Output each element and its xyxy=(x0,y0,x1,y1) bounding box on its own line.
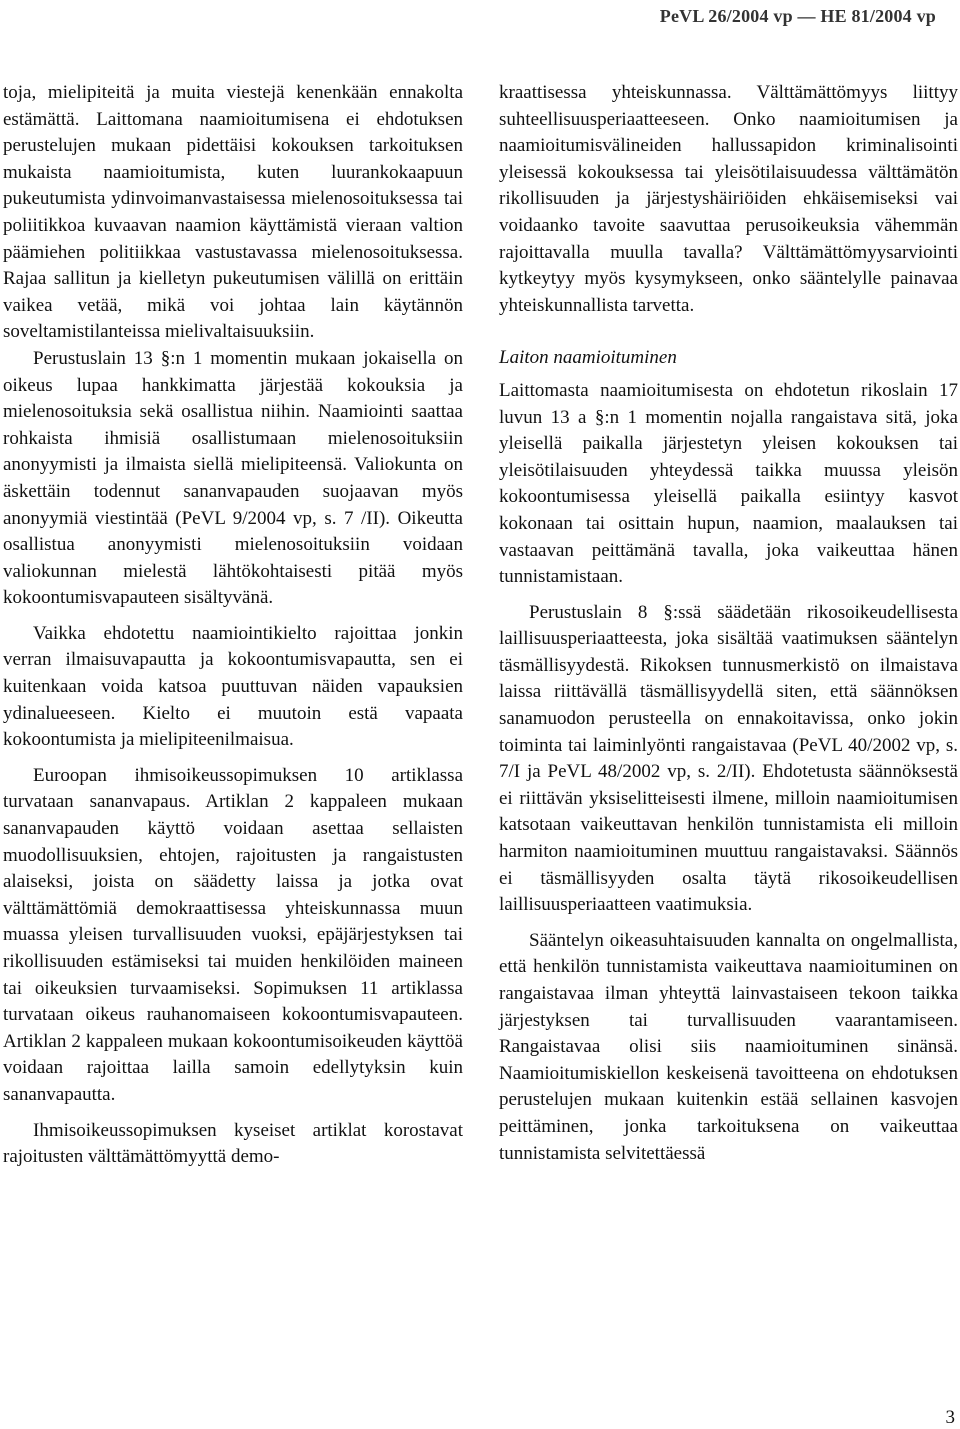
paragraph: Sääntelyn oikeasuhtaisuuden kannalta on ongelmallista, että henkilön tunnistamista vaikeuttava naamioituminen on rangaistavaa ilman yhteyttä lainvastaiseen tekoon taikka järjestyksen tai turvallisuuden vaarantamiseen. Rangaistavaa olisi siis naamioituminen sinänsä. Naamioitumiskiellon keskeisenä tavoitteena on ehdotuksen perustelujen mukaan kuitenkin estää sellainen kasvojen peittäminen, jonka tarkoituksena on vaikeuttaa tunnistamista selvitettäessä xyxy=(499,929,958,1164)
paragraph: Laittomasta naamioitumisesta on ehdotetun rikoslain 17 luvun 13 a §:n 1 momentin nojalla rangaistava sitä, joka yleisellä paikalla järjestetyn yleisen kokouksen tai yleisötilaisuuden yhteydessä taikka muussa yleisön kokoontumisessa yleisellä paikalla esiintyy kasvot kokonaan tai osittain hupun, naamion, maalauksen tai vastaavan peittämänä tavalla, joka vaikeuttaa hänen tunnistamistaan. xyxy=(499,379,958,588)
paragraph: Ihmisoikeussopimuksen kyseiset artiklat korostavat rajoitusten välttämättömyyttä demo- xyxy=(3,1119,463,1168)
paragraph: Perustuslain 13 §:n 1 momentin mukaan jokaisella on oikeus lupaa hankkimatta järjestää kokouksia ja mielenosoituksia sekä osallistua niihin. Naamiointi saattaa rohkaista ihmisiä osallistumaan mielenosoituksiin anonyymisti ja ilmaista siellä mielipiteensä. Valiokunta on äskettäin todennut sananvapauden suojaavan myös anonyymiä viestintää (PeVL 9/2004 vp, s. 7 /II). Oikeutta osallistua anonyymisti mielenosoituksiin voidaan valiokunnan mielestä lähtökohtaisesti pitää myös kokoontumisvapauteen sisältyvänä. xyxy=(3,347,463,609)
paragraph: toja, mielipiteitä ja muita viestejä kenenkään ennakolta estämättä. Laittomana naamioitumisena ei ehdotuksen perustelujen mukaan pidettäisi kokouksen tarkoituksen mukaista naamioitumista, kuten luurankokaapuun pukeutumista ydinvoimanvastaisessa mielenosoituksessa tai poliitikkoa kuvaavan naamion käyttämistä vieraan valtion päämiehen politiikkaa vastustavassa mielenosoituksessa. Rajaa sallitun ja kielletyn pukeutumisen välillä on erittäin vaikea vetää, mikä voi johtaa lain käytännön soveltamistilanteissa mielivaltaisuuksiin. xyxy=(3,82,463,343)
paragraph: kraattisessa yhteiskunnassa. Välttämättömyys liittyy suhteellisuusperiaatteeseen. Onko naamioitumisen ja naamioitumisvälineiden hallussapidon kriminalisointi yleisessä kokouksessa tai yleisötilaisuudessa välttämätön rikollisuuden ja järjestyshäiriöiden ehkäisemiseksi vai voidaanko tavoite saavuttaa perusoikeuksia vähemmän rajoittavalla muulla tavalla? Välttämättömyysarviointi kytkeytyy myös kysymykseen, onko sääntelylle painavaa yhteiskunnallista tarvetta. xyxy=(499,82,958,316)
paragraph: Vaikka ehdotettu naamiointikielto rajoittaa jonkin verran ilmaisuvapautta ja kokoontumisvapautta, sen ei kuitenkaan voida katsoa puuttuvan näiden vapauksien ydinalueeseen. Kielto ei muutoin estä vapaata kokoontumista ja mielipiteenilmaisua. xyxy=(3,622,463,751)
running-header: PeVL 26/2004 vp — HE 81/2004 vp xyxy=(659,6,936,26)
left-column xyxy=(3,80,463,1171)
right-column xyxy=(499,80,958,1167)
section-heading: Laiton naamioituminen xyxy=(499,347,677,369)
page-number: 3 xyxy=(945,1407,955,1428)
paragraph: Perustuslain 8 §:ssä säädetään rikosoikeudellisesta laillisuusperiaatteesta, joka sisältää vaatimuksen sääntelyn täsmällisyydestä. Rikoksen tunnusmerkistö on ilmaistava laissa riittävällä täsmällisyydellä siten, että säännöksen sanamuodon perusteella on ennakoitavissa, onko jokin toiminta tai laiminlyönti rangaistavaa (PeVL 40/2002 vp, s. 7/I ja PeVL 48/2002 vp, s. 2/II). Ehdotetusta säännöksestä ei riittävän yksiselitteisesti ilmene, milloin naamioitumisen katsotaan vaikeuttavan henkilön tunnistamista eli milloin harmiton naamioituminen muuttuu rangaistavaksi. Säännös ei täsmällisyyden osalta täytä rikosoikeudellisen laillisuusperiaatteen vaatimuksia. xyxy=(499,601,958,916)
paragraph: Euroopan ihmisoikeussopimuksen 10 artiklassa turvataan sananvapaus. Artiklan 2 kappaleen mukaan sananvapauden käyttö voidaan asettaa sellaisten muodollisuuksien, ehtojen, rajoitusten ja rangaistusten alaiseksi, joista on säädetty laissa ja jotka ovat välttämättömiä demokraattisessa yhteiskunnassa muun muassa yleisen turvallisuuden vuoksi, epäjärjestyksen tai rikollisuuden estämiseksi tai muiden henkilöiden maineen tai oikeuksien turvaamiseksi. Sopimuksen 11 artiklassa turvataan oikeus rauhanomaiseen kokoontumisvapauteen. Artiklan 2 kappaleen mukaan kokoontumisoikeuden käyttöä voidaan rajoittaa lailla samoin edellytyksin kuin sananvapautta. xyxy=(3,764,463,1105)
